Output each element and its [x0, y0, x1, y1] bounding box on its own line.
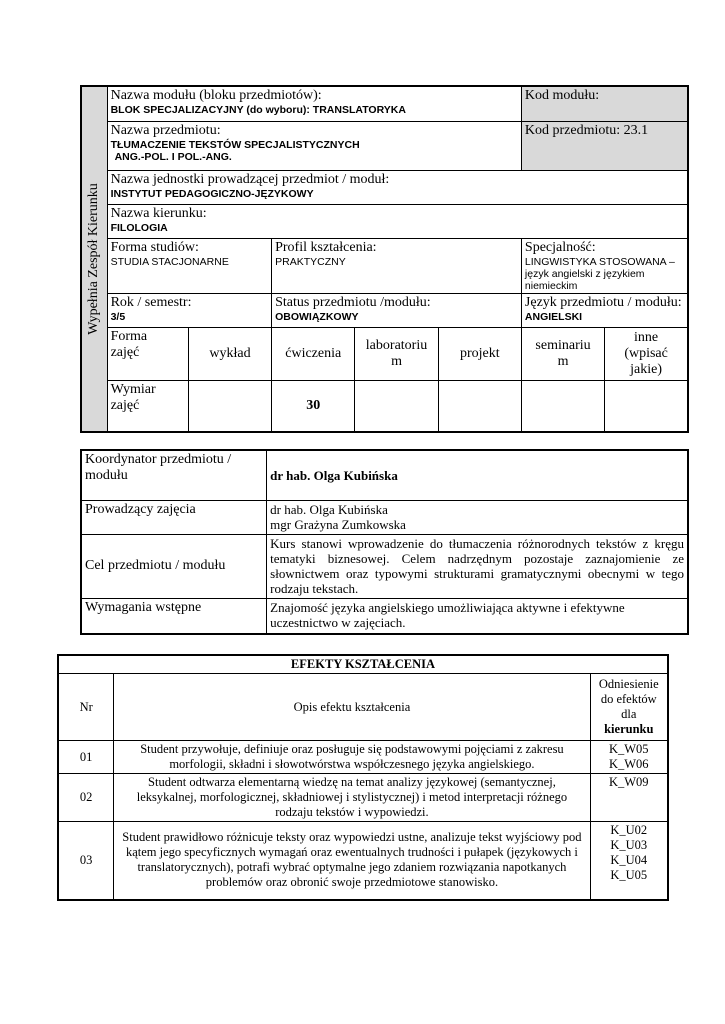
field-label: Nazwa kierunku: [110, 205, 207, 221]
side-label-cell [81, 86, 107, 432]
subject-name-value-1: TŁUMACZENIE TEKSTÓW SPECJALISTYCZNYCH [110, 138, 360, 151]
row-nr: 02 [58, 774, 114, 822]
hours-other [605, 380, 688, 432]
year-cell [107, 293, 272, 327]
table-row [58, 774, 668, 822]
table-row [58, 741, 668, 774]
form-seminar-2: m [557, 353, 569, 369]
hours-lab [355, 380, 438, 432]
col-ref-1: Odniesienie [598, 677, 659, 691]
goal-label: Cel przedmiotu / modułu [81, 534, 267, 598]
status-cell [272, 293, 522, 327]
form-other-1: inne [634, 329, 659, 345]
profile-value: PRAKTYCZNY [275, 255, 346, 268]
module-name-cell [107, 86, 521, 121]
form-exercises: ćwiczenia [272, 327, 355, 380]
specialty-value-2: język angielski z językiem niemieckim [524, 267, 645, 292]
year-label: Rok / semestr: [110, 294, 192, 310]
unit-value: INSTYTUT PEDAGOGICZNO-JĘZYKOWY [110, 187, 314, 200]
outcomes-title: EFEKTY KSZTAŁCENIA [58, 655, 668, 674]
form-other [605, 327, 688, 380]
subject-code-label: Kod przedmiotu: 23.1 [524, 122, 649, 138]
forms-label-1: Forma [110, 328, 148, 344]
study-form-label: Forma studiów: [110, 239, 199, 255]
profile-label: Profil kształcenia: [275, 239, 377, 255]
status-value: OBOWIĄZKOWY [275, 310, 359, 323]
subject-name-cell [107, 121, 521, 170]
col-ref-2: do efektów [600, 692, 657, 706]
module-name-value: BLOK SPECJALIZACYJNY (do wyboru): TRANSLATORYKA [110, 104, 406, 116]
teachers-cell [267, 500, 688, 534]
teacher-2: mgr Grażyna Zumkowska [270, 516, 406, 532]
row-ref: K_W05 K_W06 [590, 741, 668, 774]
specialty-label: Specjalność: [524, 239, 596, 255]
subject-name-label: Nazwa przedmiotu: [110, 122, 221, 138]
table-row [58, 822, 668, 900]
hours-seminar [521, 380, 604, 432]
module-code-label: Kod modułu: [524, 88, 600, 103]
row-desc: Student odtwarza elementarną wiedzę na temat analizy językowej (semantycznej, leksykalnej, morfologicznej, składniowej i stylistycznej) i metod interpretacji różnego rodzaju tekstów i wypowiedzi. [114, 774, 590, 822]
coordinator-value: dr hab. Olga Kubińska [267, 450, 688, 500]
row-desc: Student przywołuje, definiuje oraz posługuje się podstawowymi pojęciami z zakresu morfologii, składni i słowotwórstwa współczesnego języka angielskiego. [114, 741, 590, 774]
language-cell [521, 293, 688, 327]
form-other-2: (wpisać [624, 345, 668, 361]
hours-label-2: zajęć [110, 397, 140, 413]
study-form-cell [107, 238, 272, 293]
staff-table [80, 449, 689, 635]
specialty-value-1: LINGWISTYKA STOSOWANA – [524, 255, 675, 268]
row-desc: Student prawidłowo różnicuje teksty oraz wypowiedzi ustne, analizuje tekst wyjściowy pod kątem jego specyficznych wymagań oraz ewentualnych trudności i pułapek (językowych i translatorycznych), potrafi wybrać optymalne jego zdaniem rozwiązania napotkanych problemów oraz obronić swoje przedmiotowe stanowisko. [114, 822, 590, 900]
module-info-table [80, 85, 689, 433]
coordinator-label: Koordynator przedmiotu / modułu [81, 450, 267, 500]
unit-label: Nazwa jednostki prowadzącej przedmiot / moduł: [110, 171, 390, 187]
row-nr: 01 [58, 741, 114, 774]
form-seminar [521, 327, 604, 380]
forms-label-2: zajęć [110, 344, 140, 360]
col-desc: Opis efektu kształcenia [114, 674, 590, 741]
unit-cell [107, 170, 688, 204]
year-value: 3/5 [110, 310, 126, 323]
language-value: ANGIELSKI [524, 310, 583, 323]
col-ref-4: kierunku [604, 722, 654, 736]
hours-exercises: 30 [272, 380, 355, 432]
row-ref: K_W09 [590, 774, 668, 822]
form-lab-1: laboratoriu [365, 337, 428, 353]
form-lab [355, 327, 438, 380]
form-other-3: jakie) [630, 361, 663, 377]
col-ref [590, 674, 668, 741]
specialty-cell [521, 238, 688, 293]
teacher-1: dr hab. Olga Kubińska [270, 501, 388, 517]
outcomes-table [57, 654, 669, 901]
profile-cell [272, 238, 522, 293]
status-label: Status przedmiotu /modułu: [275, 294, 431, 310]
prereq-label: Wymagania wstępne [81, 598, 267, 634]
col-nr: Nr [58, 674, 114, 741]
hours-label-1: Wymiar [110, 381, 156, 397]
module-code-cell [521, 86, 688, 121]
forms-row-label [107, 327, 188, 380]
study-form-value: STUDIA STACJONARNE [110, 255, 229, 268]
field-cell [107, 204, 688, 238]
hours-lecture [188, 380, 271, 432]
goal-value: Kurs stanowi wprowadzenie do tłumaczenia różnorodnych tekstów z kręgu tematyki biznesowej. Celem nadrzędnym pozostaje zaznajomienie ze słownictwem oraz typowymi strukturami gramatycznymi obecnymi w tego rodzaju tekstach. [267, 534, 688, 598]
prereq-value: Znajomość języka angielskiego umożliwiająca aktywne i efektywne uczestnictwo w zajęciach. [267, 598, 688, 634]
field-value: FILOLOGIA [110, 221, 168, 234]
col-ref-3: dla [621, 707, 637, 721]
hours-row-label [107, 380, 188, 432]
row-nr: 03 [58, 822, 114, 900]
form-lab-2: m [391, 353, 402, 369]
teachers-label: Prowadzący zajęcia [81, 500, 267, 534]
subject-code-cell [521, 121, 688, 170]
side-label: Wypełnia Zespół Kierunku [86, 183, 102, 335]
hours-project [438, 380, 521, 432]
form-seminar-1: seminariu [535, 337, 591, 353]
row-ref: K_U02 K_U03 K_U04 K_U05 [590, 822, 668, 900]
module-name-label: Nazwa modułu (bloku przedmiotów): [110, 88, 322, 103]
form-project: projekt [438, 327, 521, 380]
form-lecture: wykład [188, 327, 271, 380]
subject-name-value-2: ANG.-POL. I POL.-ANG. [114, 150, 232, 163]
language-label: Język przedmiotu / modułu: [524, 294, 682, 310]
